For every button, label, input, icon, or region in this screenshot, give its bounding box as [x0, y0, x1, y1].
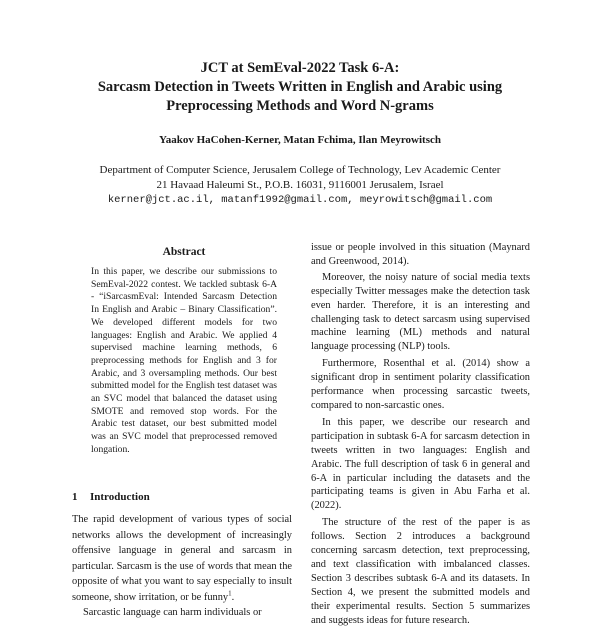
section-heading [72, 490, 150, 504]
body-paragraph: The structure of the rest of the paper is as follows. Section 2 introduces a background concerning sarcasm detection, text preprocessing, and text classification with imbalanced classes. Section 3 describes subtask 6-A and its datasets. In Section 4, we present the submitted models and their experimental results. Section 5 summarizes and suggests ideas for future research. [311, 517, 530, 626]
title-line: JCT at SemEval-2022 Task 6-A: [200, 60, 400, 76]
paper-title [0, 59, 600, 116]
body-paragraph: Moreover, the noisy nature of social media texts especially Twitter messages make the detection task even harder. Therefore, it is an interesting and challenging task to detect sarcasm using supervised machine learning (ML) methods and natural language processing (NLP) tools. [311, 271, 530, 353]
title-line: Preprocessing Methods and Word N-grams [166, 98, 434, 114]
affiliation-line: 21 Havaad Haleumi St., P.O.B. 16031, 9116001 Jerusalem, Israel [156, 179, 444, 191]
author-emails: kerner@jct.ac.il, matanf1992@gmail.com, meyrowitsch@gmail.com [107, 194, 493, 206]
footnote-mark: 1 [228, 589, 232, 598]
abstract-heading: Abstract [162, 246, 206, 258]
author-list: Yaakov HaCohen-Kerner, Matan Fchima, Ilan Meyrowitsch [158, 134, 441, 146]
abstract-text: In this paper, we describe our submissions to SemEval-2022 contest. We tackled subtask 6-A - “iSarcasmEval: Intended Sarcasm Detection In English and Arabic – Binary Classification”. We developed different models for two languages: English and Arabic. We applied 4 supervised machine learning methods, 6 preprocessing methods for English and 3 for Arabic, and 3 oversampling methods. Our best submitted model for the English test dataset was an SVC model that balanced the dataset using SMOTE and removed stop words. For the Arabic test dataset, our best submitted model was an SVC model that preprocessed removed longation. [91, 266, 277, 455]
affiliation-block [0, 163, 600, 208]
affiliation-line: Department of Computer Science, Jerusalem College of Technology, Lev Academic Center [99, 164, 501, 176]
right-column [311, 241, 530, 627]
section-title: Introduction [90, 491, 150, 503]
body-paragraph: Furthermore, Rosenthal et al. (2014) show a significant drop in sentiment polarity classification performance when processing sarcastic tweets, compared to non-sarcastic ones. [311, 358, 530, 411]
introduction-paragraph [72, 512, 292, 621]
section-number: 1 [72, 491, 78, 503]
title-line: Sarcasm Detection in Tweets Written in English and Arabic using [97, 79, 503, 95]
intro-text: The rapid development of various types of social networks allows the development of increasingly offensive language in general and sarcasm in particular. Sarcasm is the use of words that mean the opposite of what you want to say especially to insult someone, show irritation, or be funny [72, 514, 292, 603]
intro-text-end: . [231, 591, 235, 603]
intro-partial-line: Sarcastic language can harm individuals or [83, 607, 262, 618]
body-paragraph: issue or people involved in this situation (Maynard and Greenwood, 2014). [311, 242, 530, 267]
body-paragraph: In this paper, we describe our research and participation in subtask 6-A for sarcasm detection in tweets written in two languages: English and Arabic. The full description of task 6 in general and 6-A in particular including the datasets and the participating teams is given in Abu Farha et al. (2022). [311, 416, 530, 512]
